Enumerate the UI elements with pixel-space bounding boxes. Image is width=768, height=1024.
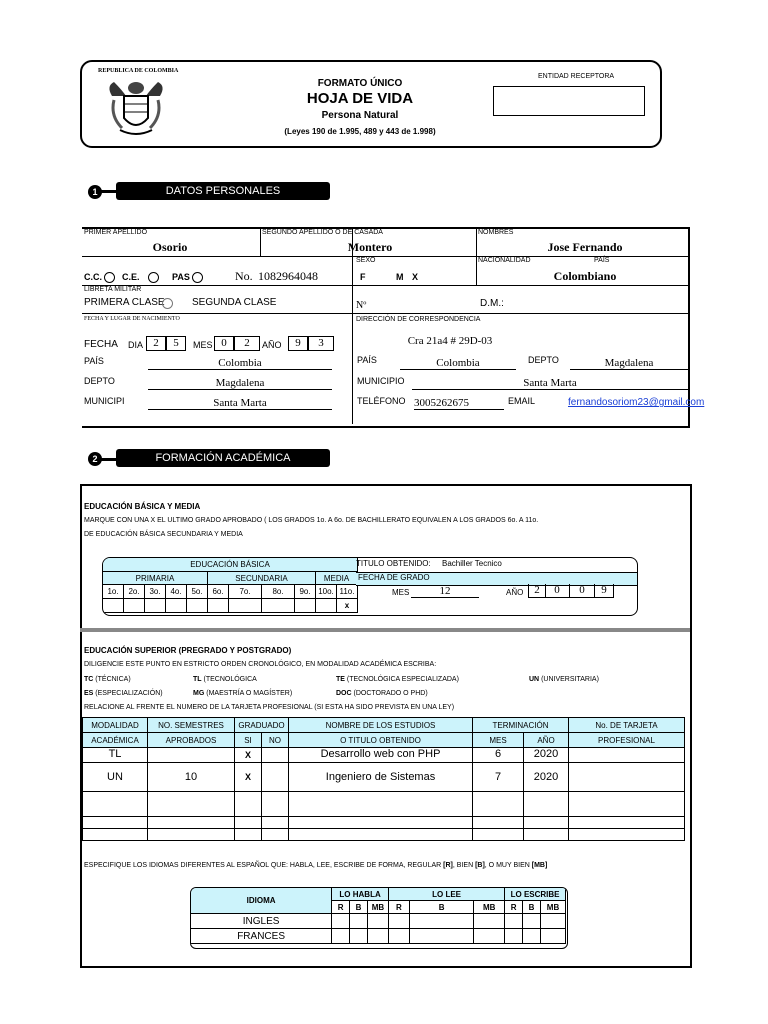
nombres-label: NOMBRES — [478, 229, 514, 236]
empty-cell[interactable] — [569, 792, 685, 817]
titulo-value[interactable]: Bachiller Tecnico — [442, 559, 502, 568]
mes-label: MES — [193, 340, 213, 350]
empty-cell[interactable] — [148, 817, 235, 829]
idiomas-instr-b: , BIEN — [452, 862, 476, 869]
row-1-si[interactable]: X — [235, 748, 262, 763]
basica-instr-1: MARQUE CON UNA X EL ULTIMO GRADO APROBADO ( LOS GRADOS 1o. A 6o. DE BACHILLERATO EQUIVALEN A LOS GRADOS 6o. A 11o. — [84, 517, 539, 524]
empty-cell[interactable] — [524, 829, 569, 841]
grade-cell[interactable] — [187, 599, 208, 613]
idioma-cell[interactable] — [505, 929, 523, 944]
grado-anio-digit-4[interactable]: 9 — [595, 584, 614, 598]
basica-instr-2: DE EDUCACIÓN BÁSICA SECUNDARIA Y MEDIA — [84, 531, 243, 538]
te-legend — [336, 676, 459, 683]
tc-text: (TÉCNICA) — [95, 676, 131, 683]
dir-depto-value[interactable]: Magdalena — [570, 357, 688, 370]
grado-anio-digit-1[interactable]: 2 — [528, 584, 546, 598]
table-row — [83, 792, 685, 817]
dia-digit-2[interactable]: 5 — [166, 336, 186, 351]
te-text: (TECNOLÓGICA ESPECIALIZADA) — [346, 676, 459, 683]
fecha-label: FECHA — [84, 339, 118, 350]
empty-cell[interactable] — [148, 829, 235, 841]
idiomas-table — [190, 887, 566, 944]
primer-apellido-label: PRIMER APELLIDO — [84, 229, 148, 236]
idioma-cell[interactable] — [388, 914, 409, 929]
nombre-header-1: NOMBRE DE LOS ESTUDIOS — [289, 718, 473, 733]
grade-10: 10o. — [316, 585, 337, 599]
email-label: EMAIL — [508, 396, 536, 406]
empty-cell[interactable] — [83, 829, 148, 841]
media-header: MEDIA — [316, 572, 358, 585]
tarjeta-header-2: PROFESIONAL — [569, 733, 685, 748]
idioma-cell[interactable] — [523, 914, 541, 929]
libreta-label: LIBRETA MILITAR — [84, 286, 142, 293]
rule — [352, 228, 353, 424]
idiomas-instr-a: ESPECIFIQUE LOS IDIOMAS DIFERENTES AL ESPAÑOL QUE: HABLA, LEE, ESCRIBE DE FORMA, REGULAR — [84, 862, 444, 869]
semestres-header-1: NO. SEMESTRES — [148, 718, 235, 733]
grade-cell[interactable] — [103, 599, 124, 613]
grade-cell[interactable] — [229, 599, 262, 613]
subtitle: Persona Natural — [321, 110, 399, 121]
idiomas-table-wrap — [190, 887, 568, 949]
empty-cell[interactable] — [83, 792, 148, 817]
lee-mb: MB — [474, 901, 505, 914]
nac-depto-label: DEPTO — [84, 376, 115, 386]
dir-municipio-value[interactable]: Santa Marta — [412, 377, 688, 390]
superior-heading: EDUCACIÓN SUPERIOR (PREGRADO Y POSTGRADO) — [84, 646, 292, 655]
escribe-header: LO ESCRIBE — [505, 888, 566, 901]
table-row — [83, 763, 685, 792]
idioma-cell[interactable] — [523, 929, 541, 944]
row-1-semestres[interactable] — [148, 748, 235, 763]
formato-label: FORMATO ÚNICO — [317, 78, 403, 89]
idiomas-instr-c: , O MUY BIEN — [484, 862, 532, 869]
graduado-header: GRADUADO — [235, 718, 289, 733]
table-row — [83, 817, 685, 829]
row-1-tarjeta[interactable] — [569, 748, 685, 763]
rule — [476, 228, 477, 285]
grade-9: 9o. — [295, 585, 316, 599]
anio-digit-1[interactable]: 9 — [288, 336, 308, 351]
tl-text: (TECNOLÓGICA — [203, 676, 257, 683]
idioma-cell[interactable] — [541, 929, 566, 944]
primera-clase-label: PRIMERA CLASE — [84, 297, 165, 308]
nacionalidad-value[interactable]: Colombiano — [553, 269, 617, 283]
nac-pais-value[interactable]: Colombia — [148, 357, 332, 370]
segundo-apellido-value[interactable]: Montero — [347, 240, 393, 254]
sexo-mark[interactable]: X — [412, 272, 419, 282]
empty-cell[interactable] — [473, 792, 524, 817]
grade-cell[interactable] — [145, 599, 166, 613]
idioma-cell[interactable] — [388, 929, 409, 944]
si-header: SI — [235, 733, 262, 748]
grade-6: 6o. — [208, 585, 229, 599]
empty-cell[interactable] — [235, 792, 262, 817]
table-row — [191, 929, 566, 944]
empty-cell[interactable] — [83, 817, 148, 829]
es-code: ES — [84, 690, 94, 697]
lee-header: LO LEE — [388, 888, 504, 901]
empty-cell[interactable] — [524, 817, 569, 829]
grado-mes-label: MES — [392, 588, 410, 597]
fecha-grado-label: FECHA DE GRADO — [356, 572, 638, 586]
habla-header: LO HABLA — [332, 888, 389, 901]
basica-grid — [102, 557, 638, 616]
dir-pais-value[interactable]: Colombia — [400, 357, 516, 370]
table-row — [83, 829, 685, 841]
habla-r: R — [332, 901, 350, 914]
tl-code: TL — [193, 676, 202, 683]
mg-code: MG — [193, 690, 205, 697]
no-header: NO — [262, 733, 289, 748]
un-code: UN — [529, 676, 540, 683]
dm-label: D.M.: — [480, 298, 504, 309]
republic-label: REPUBLICA DE COLOMBIA — [98, 68, 179, 74]
row-2-semestres[interactable]: 10 — [148, 763, 235, 792]
empty-cell[interactable] — [289, 792, 473, 817]
row-2-anio[interactable]: 2020 — [524, 763, 569, 792]
idioma-cell[interactable] — [368, 914, 389, 929]
tc-code: TC — [84, 676, 94, 683]
lee-r: R — [388, 901, 409, 914]
grade-11: 11o. — [337, 585, 358, 599]
lee-b: B — [409, 901, 474, 914]
anio-label: AÑO — [262, 340, 282, 350]
section-2-number: 2 — [88, 452, 102, 466]
sexo-f-label: F — [360, 272, 366, 282]
modalidad-header-2: ACADÉMICA — [83, 733, 148, 748]
rule — [82, 313, 690, 314]
grade-3: 3o. — [145, 585, 166, 599]
anio-digit-2[interactable]: 3 — [308, 336, 334, 351]
terminacion-header: TERMINACIÓN — [473, 718, 569, 733]
dir-municipio-label: MUNICIPIO — [357, 376, 405, 386]
un-text: (UNIVERSITARIA) — [541, 676, 599, 683]
direccion-label: DIRECCIÓN DE CORRESPONDENCIA — [356, 316, 481, 323]
nac-pais-label: PAÍS — [84, 356, 104, 366]
semestres-header-2: APROBADOS — [148, 733, 235, 748]
mg-legend — [193, 690, 292, 697]
doc-code: DOC — [336, 690, 352, 697]
nac-municipio-value[interactable]: Santa Marta — [148, 397, 332, 410]
empty-cell[interactable] — [262, 792, 289, 817]
row-2-tarjeta[interactable] — [569, 763, 685, 792]
grade-5: 5o. — [187, 585, 208, 599]
sexo-m-label: M — [396, 272, 404, 282]
grado-mes-value[interactable]: 12 — [411, 585, 479, 598]
grade-8: 8o. — [262, 585, 295, 599]
mes-digit-1[interactable]: 0 — [214, 336, 234, 351]
row-1-anio[interactable]: 2020 — [524, 748, 569, 763]
superior-instr: DILIGENCIE ESTE PUNTO EN ESTRICTO ORDEN CRONOLÓGICO, EN MODALIDAD ACADÉMICA ESCRIBA: — [84, 661, 437, 668]
empty-cell[interactable] — [148, 792, 235, 817]
idioma-cell[interactable] — [541, 914, 566, 929]
habla-mb: MB — [368, 901, 389, 914]
section-2-title: FORMACIÓN ACADÉMICA — [116, 449, 330, 467]
titulo-label: TITULO OBTENIDO: — [356, 559, 431, 568]
row-2-modalidad[interactable]: UN — [83, 763, 148, 792]
grade-7: 7o. — [229, 585, 262, 599]
primera-clase-radio[interactable] — [162, 298, 173, 309]
idiomas-b: [B] — [475, 862, 485, 869]
nombre-header-2: O TITULO OBTENIDO — [289, 733, 473, 748]
sexo-label: SEXO — [356, 257, 376, 264]
nac-depto-value[interactable]: Magdalena — [148, 377, 332, 390]
section-1-number: 1 — [88, 185, 102, 199]
empty-cell[interactable] — [235, 817, 262, 829]
mes-digit-2[interactable]: 2 — [234, 336, 260, 351]
ce-radio[interactable] — [148, 272, 159, 283]
grado-anio-digit-2[interactable]: 0 — [545, 584, 570, 598]
es-text: (ESPECIALIZACIÓN) — [95, 690, 163, 697]
edu-basica-header: EDUCACIÓN BÁSICA — [103, 558, 358, 572]
secundaria-header: SECUNDARIA — [208, 572, 316, 585]
cc-label: C.C. — [84, 272, 102, 282]
row-2-si[interactable]: X — [235, 763, 262, 792]
idiomas-mb: [MB] — [531, 862, 548, 869]
dia-label: DIA — [128, 340, 144, 350]
section-divider — [80, 628, 690, 632]
segunda-clase-label: SEGUNDA CLASE — [192, 297, 277, 308]
entidad-receptora-label: ENTIDAD RECEPTORA — [538, 73, 615, 80]
idioma-cell[interactable] — [474, 914, 505, 929]
row-2-no[interactable] — [262, 763, 289, 792]
idiomas-instr — [84, 862, 547, 869]
idiomas-r: [R] — [443, 862, 453, 869]
nombres-value[interactable]: Jose Fernando — [547, 240, 623, 254]
rule — [82, 285, 690, 286]
idioma-cell[interactable] — [409, 914, 474, 929]
idioma-cell[interactable] — [332, 914, 350, 929]
telefono-value[interactable]: 3005262675 — [414, 397, 504, 410]
idioma-cell[interactable] — [474, 929, 505, 944]
grade-cell[interactable] — [208, 599, 229, 613]
dia-digit-1[interactable]: 2 — [146, 336, 166, 351]
libreta-number-label: Nº — [356, 300, 367, 311]
anio-header: AÑO — [524, 733, 569, 748]
te-code: TE — [336, 676, 345, 683]
idioma-cell[interactable] — [350, 914, 368, 929]
dir-depto-label: DEPTO — [528, 355, 559, 365]
empty-cell[interactable] — [569, 829, 685, 841]
primer-apellido-value[interactable]: Osorio — [152, 240, 188, 254]
empty-cell[interactable] — [262, 817, 289, 829]
row-1-no[interactable] — [262, 748, 289, 763]
dir-pais-label: PAÍS — [357, 355, 377, 365]
law-reference: (Leyes 190 de 1.995, 489 y 443 de 1.998) — [284, 127, 436, 136]
pas-radio[interactable] — [192, 272, 203, 283]
mes-header: MES — [473, 733, 524, 748]
grade-cell[interactable] — [295, 599, 316, 613]
row-1-mes[interactable]: 6 — [473, 748, 524, 763]
idioma-header: IDIOMA — [191, 888, 332, 914]
table-row — [83, 748, 685, 763]
grade-1: 1o. — [103, 585, 124, 599]
email-value[interactable]: fernandosoriom23@gmail.com — [568, 397, 705, 408]
idioma-cell[interactable] — [409, 929, 474, 944]
grade-cell[interactable] — [262, 599, 295, 613]
grado-anio-label: AÑO — [506, 588, 524, 597]
empty-cell[interactable] — [289, 817, 473, 829]
section-1-title: DATOS PERSONALES — [116, 182, 330, 200]
page-title: HOJA DE VIDA — [306, 90, 414, 107]
grade-2: 2o. — [124, 585, 145, 599]
grade-11-mark[interactable]: x — [337, 599, 358, 613]
grade-cell[interactable] — [166, 599, 187, 613]
grade-cell[interactable] — [316, 599, 337, 613]
relacione-instr: RELACIONE AL FRENTE EL NUMERO DE LA TARJETA PROFESIONAL (SI ESTA HA SIDO PREVISTA EN UNA LEY) — [84, 704, 455, 711]
idioma-1[interactable]: INGLES — [191, 914, 332, 929]
empty-cell[interactable] — [262, 829, 289, 841]
documento-no-label: No. — [235, 269, 253, 283]
empty-cell[interactable] — [524, 792, 569, 817]
entidad-receptora-box[interactable] — [493, 86, 645, 116]
idioma-cell[interactable] — [332, 929, 350, 944]
row-2-mes[interactable]: 7 — [473, 763, 524, 792]
row-1-nombre[interactable]: Desarrollo web con PHP — [289, 748, 473, 763]
empty-cell[interactable] — [569, 817, 685, 829]
tc-legend — [84, 676, 131, 683]
es-legend — [84, 690, 163, 697]
idioma-2[interactable]: FRANCES — [191, 929, 332, 944]
primaria-header: PRIMARIA — [103, 572, 208, 585]
doc-legend — [336, 690, 428, 697]
documento-value[interactable]: 1082964048 — [258, 269, 318, 283]
idioma-cell[interactable] — [368, 929, 389, 944]
escribe-b: B — [523, 901, 541, 914]
pas-label: PAS — [172, 272, 190, 282]
row-1-modalidad[interactable]: TL — [83, 748, 148, 763]
grade-cell[interactable] — [124, 599, 145, 613]
nacionalidad-label: NACIONALIDAD — [478, 257, 531, 264]
basica-heading: EDUCACIÓN BÁSICA Y MEDIA — [84, 502, 201, 511]
empty-cell[interactable] — [473, 817, 524, 829]
fecha-lugar-label: FECHA Y LUGAR DE NACIMIENTO — [84, 316, 180, 322]
habla-b: B — [350, 901, 368, 914]
empty-cell[interactable] — [289, 829, 473, 841]
segundo-apellido-label: SEGUNDO APELLIDO O DE CASADA — [262, 229, 383, 236]
ce-label: C.E. — [122, 272, 140, 282]
idioma-cell[interactable] — [350, 929, 368, 944]
cc-radio[interactable] — [104, 272, 115, 283]
escribe-mb: MB — [541, 901, 566, 914]
superior-table — [82, 717, 685, 841]
pais-label: PAÍS — [594, 257, 610, 264]
grado-anio-digit-3[interactable]: 0 — [570, 584, 595, 598]
grade-4: 4o. — [166, 585, 187, 599]
mg-text: (MAESTRÍA O MAGÍSTER) — [206, 690, 293, 697]
direccion-value[interactable]: Cra 21a4 # 29D-03 — [407, 335, 493, 347]
coat-of-arms-icon — [104, 76, 168, 140]
modalidad-header-1: MODALIDAD — [83, 718, 148, 733]
un-legend — [529, 676, 599, 683]
idioma-cell[interactable] — [505, 914, 523, 929]
tarjeta-header-1: No. DE TARJETA — [569, 718, 685, 733]
table-row — [191, 914, 566, 929]
escribe-r: R — [505, 901, 523, 914]
telefono-label: TELÉFONO — [357, 396, 406, 406]
row-2-nombre[interactable]: Ingeniero de Sistemas — [289, 763, 473, 792]
nac-municipio-label: MUNICIPI — [84, 396, 125, 406]
rule — [260, 228, 261, 256]
doc-text: (DOCTORADO O PHD) — [353, 690, 428, 697]
empty-cell[interactable] — [473, 829, 524, 841]
empty-cell[interactable] — [235, 829, 262, 841]
tl-legend — [193, 676, 257, 683]
